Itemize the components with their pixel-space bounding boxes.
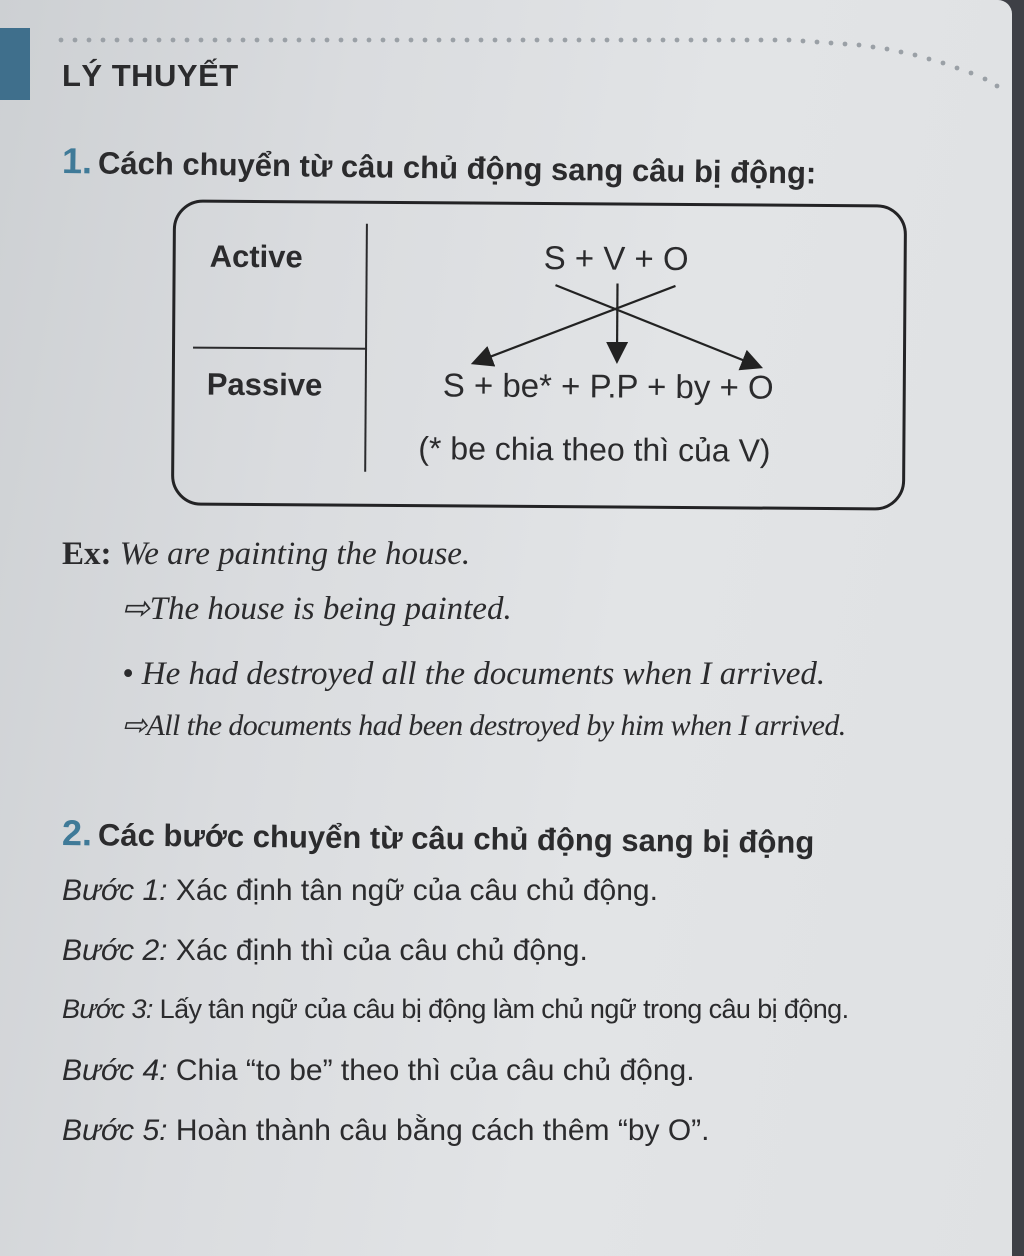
active-label: Active	[209, 238, 303, 275]
section-title: LÝ THUYẾT	[62, 58, 239, 93]
step-2-label: Bước 2:	[62, 934, 168, 967]
step-5-label: Bước 5:	[62, 1114, 168, 1147]
part1-title: Cách chuyển từ câu chủ động sang câu bị động:	[97, 145, 817, 191]
step-4	[62, 1054, 695, 1088]
part2-heading	[62, 812, 815, 862]
part1-number: 1.	[61, 140, 93, 182]
step-5-text: Hoàn thành câu bằng cách thêm “by O”.	[167, 1114, 710, 1147]
mapping-arrows	[174, 202, 904, 507]
step-3-text: Lấy tân ngữ của câu bị động làm chủ ngữ trong câu bị động.	[152, 994, 849, 1024]
example-1	[62, 536, 470, 573]
example-line-4: ⇨All the documents had been destroyed by him when I arrived.	[122, 709, 846, 742]
passive-formula: S + be* + P.P + by + O	[442, 366, 774, 406]
part2-number: 2.	[61, 812, 93, 854]
section-marker	[0, 28, 30, 100]
example-line-3: • He had destroyed all the documents when I arrived.	[122, 656, 826, 692]
step-5	[62, 1114, 710, 1148]
arrow-o-to-s	[475, 285, 676, 364]
part2-title: Các bước chuyển từ câu chủ động sang bị động	[97, 817, 815, 860]
step-1-label: Bước 1:	[62, 874, 168, 907]
active-formula: S + V + O	[543, 239, 689, 278]
step-3-label: Bước 3:	[62, 994, 153, 1024]
step-3	[62, 994, 849, 1025]
example-line-2: ⇨The house is being painted.	[122, 591, 512, 627]
part1-heading	[62, 140, 817, 193]
arrow-s-to-o	[555, 285, 760, 366]
passive-label: Passive	[206, 366, 323, 403]
be-note: (* be chia theo thì của V)	[418, 430, 771, 469]
step-1	[62, 874, 658, 908]
conversion-table	[171, 199, 907, 510]
step-1-text: Xác định tân ngữ của câu chủ động.	[167, 874, 658, 907]
step-2	[62, 934, 588, 968]
step-2-text: Xác định thì của câu chủ động.	[167, 934, 588, 967]
step-4-label: Bước 4:	[62, 1054, 168, 1087]
arrow-v-to-be	[617, 284, 618, 360]
step-4-text: Chia “to be” theo thì của câu chủ động.	[167, 1054, 695, 1087]
example-label: Ex:	[62, 536, 112, 572]
example-line-1: We are painting the house.	[119, 536, 471, 572]
